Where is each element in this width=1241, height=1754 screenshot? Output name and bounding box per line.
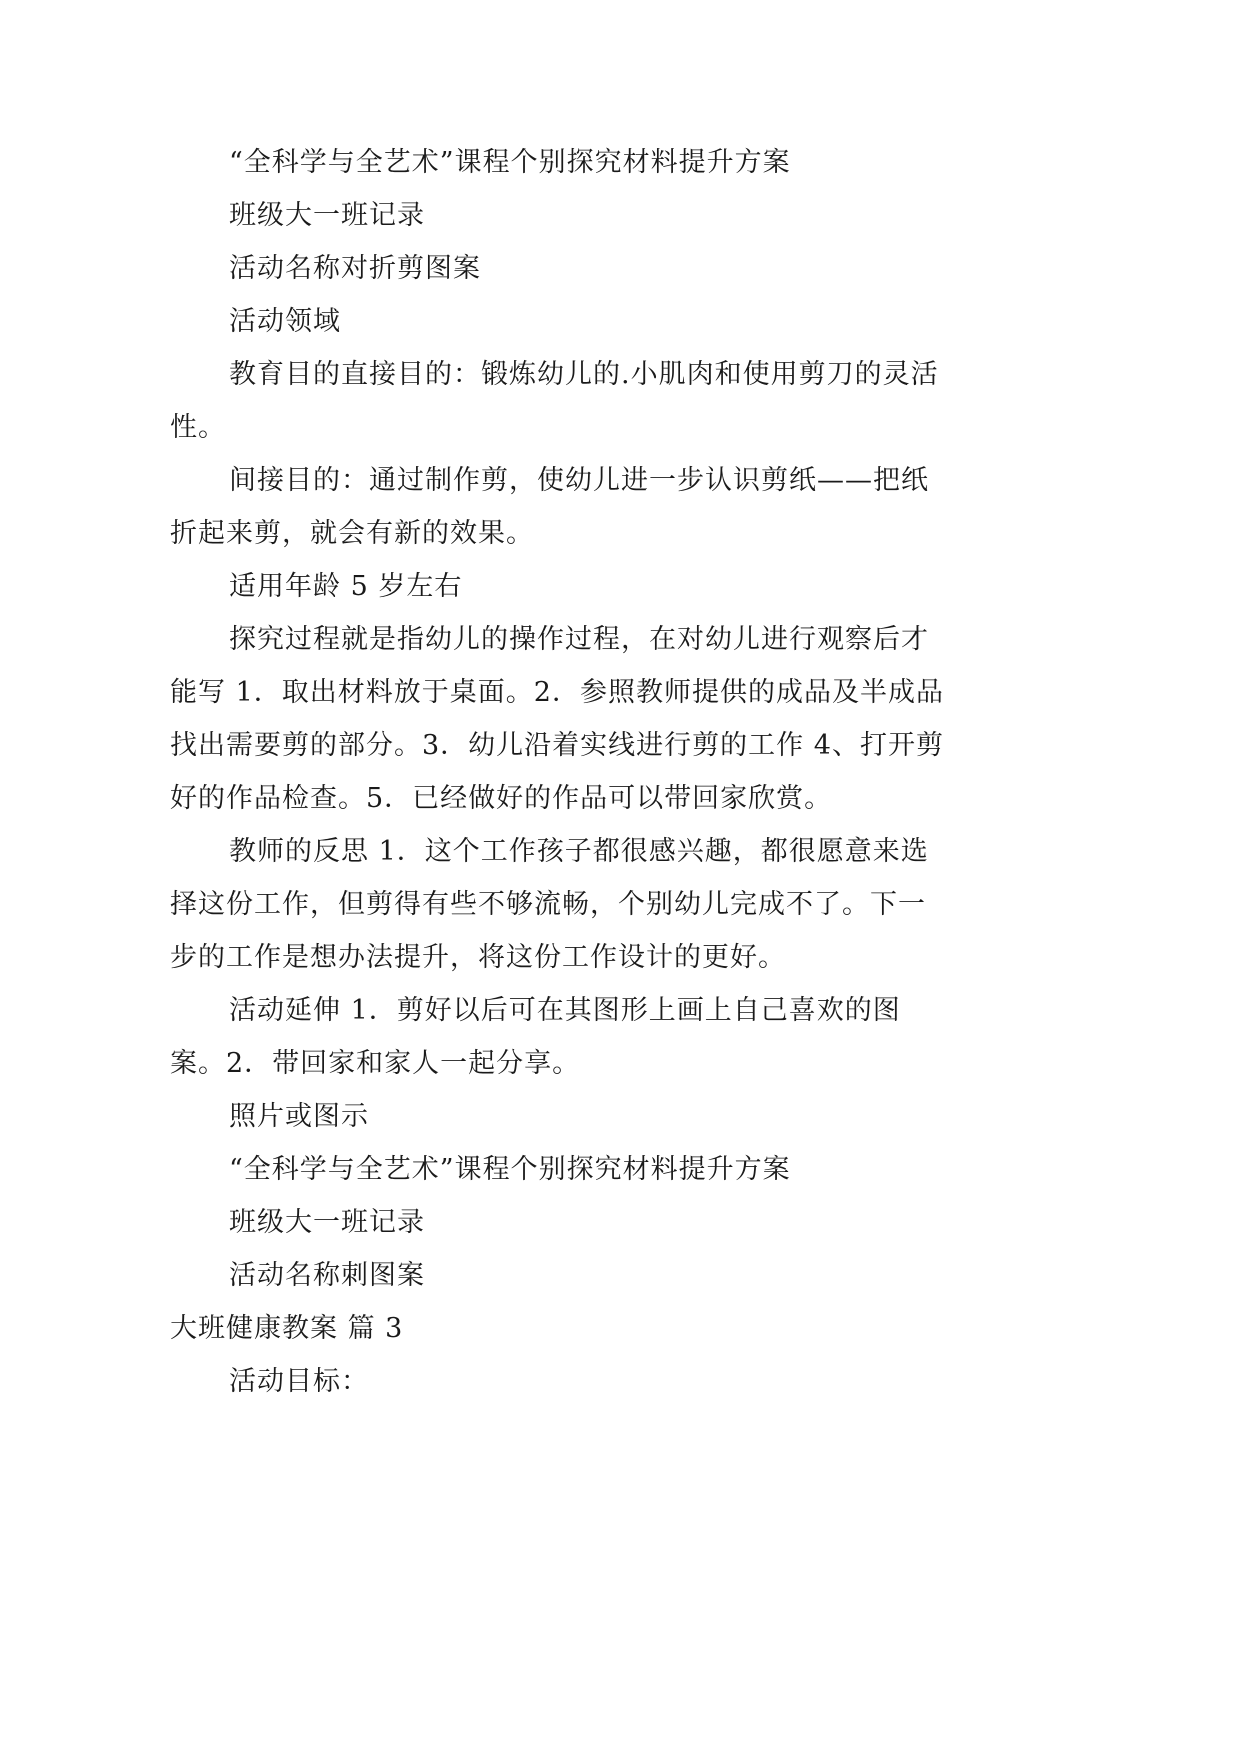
paragraph: 活动领域	[229, 306, 341, 337]
paragraph: 探究过程就是指幼儿的操作过程，在对幼儿进行观察后才能写 1．取出材料放于桌面。2．参照教师提供的成品及半成品找出需要剪的部分。3．幼儿沿着实线进行剪的工作 4、打开剪好的作品检查。5．已经做好的作品可以带回家欣赏。	[170, 624, 944, 814]
paragraph: “全科学与全艺术”课程个别探究材料提升方案	[229, 1154, 791, 1185]
paragraph: 教育目的直接目的：锻炼幼儿的.小肌肉和使用剪刀的灵活性。	[170, 359, 939, 443]
paragraph: 活动名称刺图案	[229, 1260, 425, 1291]
paragraph: 间接目的：通过制作剪，使幼儿进一步认识剪纸——把纸折起来剪，就会有新的效果。	[170, 465, 929, 549]
section-heading: 大班健康教案 篇 3	[170, 1313, 404, 1344]
paragraph: 活动名称对折剪图案	[229, 253, 481, 284]
paragraph: 照片或图示	[229, 1101, 369, 1132]
paragraph: 教师的反思 1．这个工作孩子都很感兴趣，都很愿意来选择这份工作，但剪得有些不够流畅，个别幼儿完成不了。下一步的工作是想办法提升，将这份工作设计的更好。	[170, 836, 929, 973]
paragraph: 班级大一班记录	[229, 1207, 425, 1238]
paragraph: 班级大一班记录	[229, 200, 425, 231]
paragraph: “全科学与全艺术”课程个别探究材料提升方案	[229, 147, 791, 178]
paragraph: 活动目标：	[229, 1366, 369, 1397]
document-body	[170, 136, 945, 1408]
paragraph: 适用年龄 5 岁左右	[229, 571, 463, 602]
paragraph: 活动延伸 1．剪好以后可在其图形上画上自己喜欢的图案。2．带回家和家人一起分享。	[170, 995, 901, 1079]
